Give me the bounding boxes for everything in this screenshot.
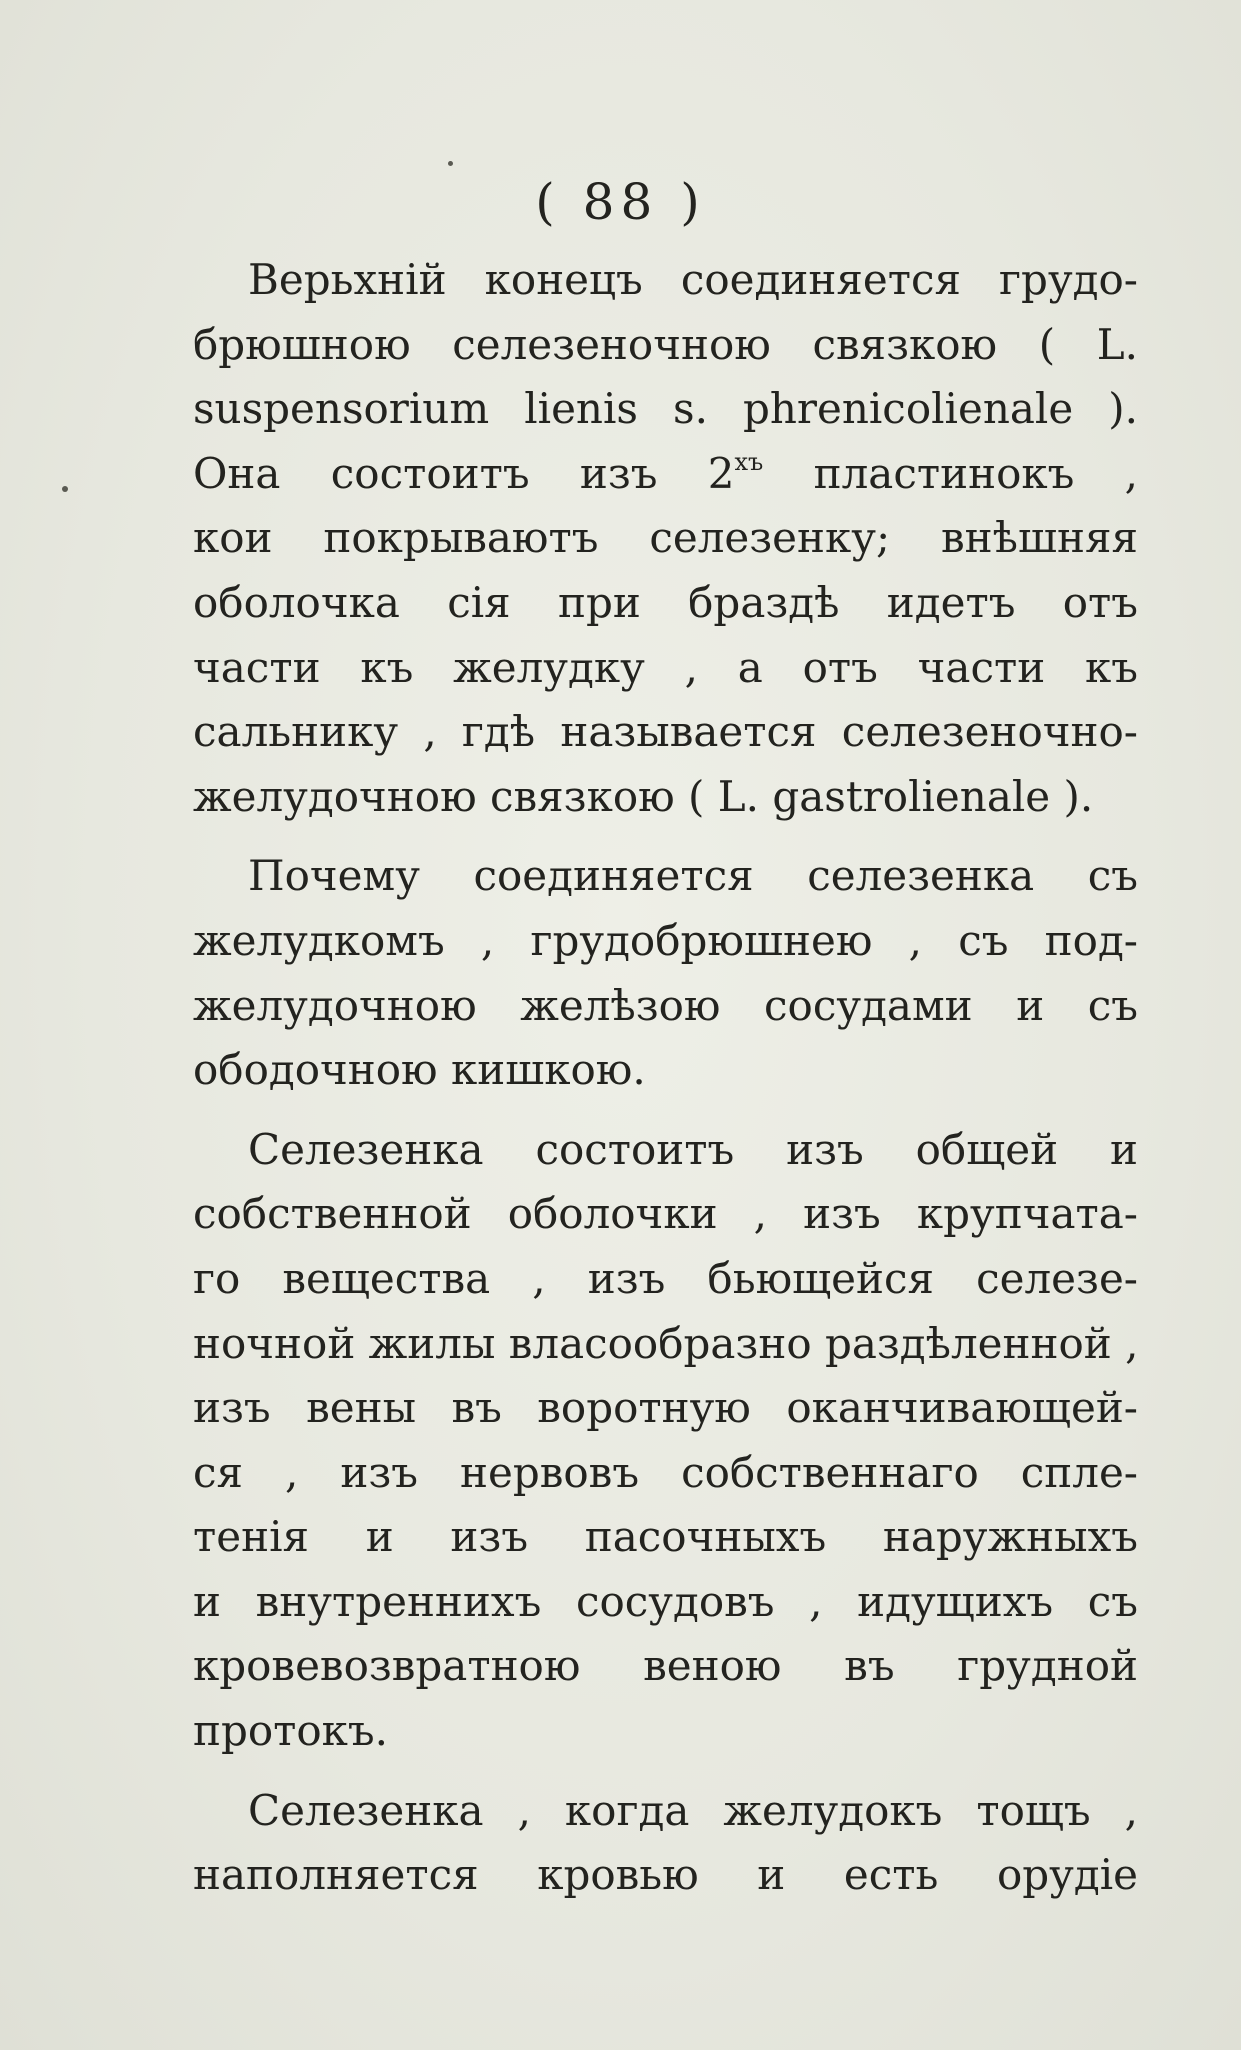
paragraph-4: [193, 1779, 1138, 1908]
text-line: [193, 442, 1138, 507]
text-line: собственной оболочки , изъ крупчата-: [193, 1189, 1138, 1239]
print-speck: [62, 486, 68, 492]
text-line: тенія и изъ пасочныхъ наружныхъ: [193, 1512, 1138, 1562]
page-number: ( 88 ): [535, 173, 706, 231]
text-line: брюшною селезеночною связкою ( L.: [193, 319, 1138, 369]
text-line: изъ вены въ воротную оканчивающей-: [193, 1383, 1138, 1433]
text-line: протокъ.: [193, 1706, 389, 1756]
superscript-ending: хъ: [734, 447, 764, 476]
paragraph-1: [193, 248, 1138, 829]
text-line: ночной жилы власообразно раздѣленной ,: [193, 1318, 1138, 1368]
text-line: ободочною кишкою.: [193, 1045, 646, 1095]
text-line: Селезенка , когда желудокъ тощъ ,: [248, 1785, 1138, 1835]
text-segment: Она состоитъ изъ 2: [193, 448, 735, 498]
text-line: желудочною желѣзою сосудами и съ: [193, 980, 1138, 1030]
text-line: го вещества , изъ бьющейся селезе-: [193, 1253, 1138, 1303]
text-line: оболочка сія при браздѣ идетъ отъ: [193, 577, 1138, 627]
paragraph-3: [193, 1118, 1138, 1764]
text-line: части къ желудку , а отъ части къ: [193, 642, 1138, 692]
text-line: Селезенка состоитъ изъ общей и: [248, 1124, 1138, 1174]
text-line: желудочною связкою ( L. gastrolienale ).: [193, 771, 1094, 821]
text-line: Почему соединяется селезенка съ: [248, 851, 1138, 901]
text-line: и внутреннихъ сосудовъ , идущихъ съ: [193, 1576, 1138, 1626]
paragraph-2: [193, 844, 1138, 1102]
text-line: сальнику , гдѣ называется селезеночно-: [193, 707, 1138, 757]
text-line: кровевозвратною веною въ грудной: [193, 1641, 1138, 1691]
text-segment: пластинокъ ,: [763, 448, 1138, 498]
body-text: [193, 248, 1138, 1908]
text-line: желудкомъ , грудобрюшнею , съ под-: [193, 915, 1138, 965]
text-line: suspensorium lienis s. phrenicolienale ).: [193, 384, 1138, 434]
text-line: ся , изъ нервовъ собственнаго спле-: [193, 1447, 1138, 1497]
text-line: наполняется кровью и есть орудіе: [193, 1850, 1138, 1900]
text-line: кои покрываютъ селезенку; внѣшняя: [193, 513, 1138, 563]
text-line: Верьхній конецъ соединяется грудо-: [248, 255, 1138, 304]
